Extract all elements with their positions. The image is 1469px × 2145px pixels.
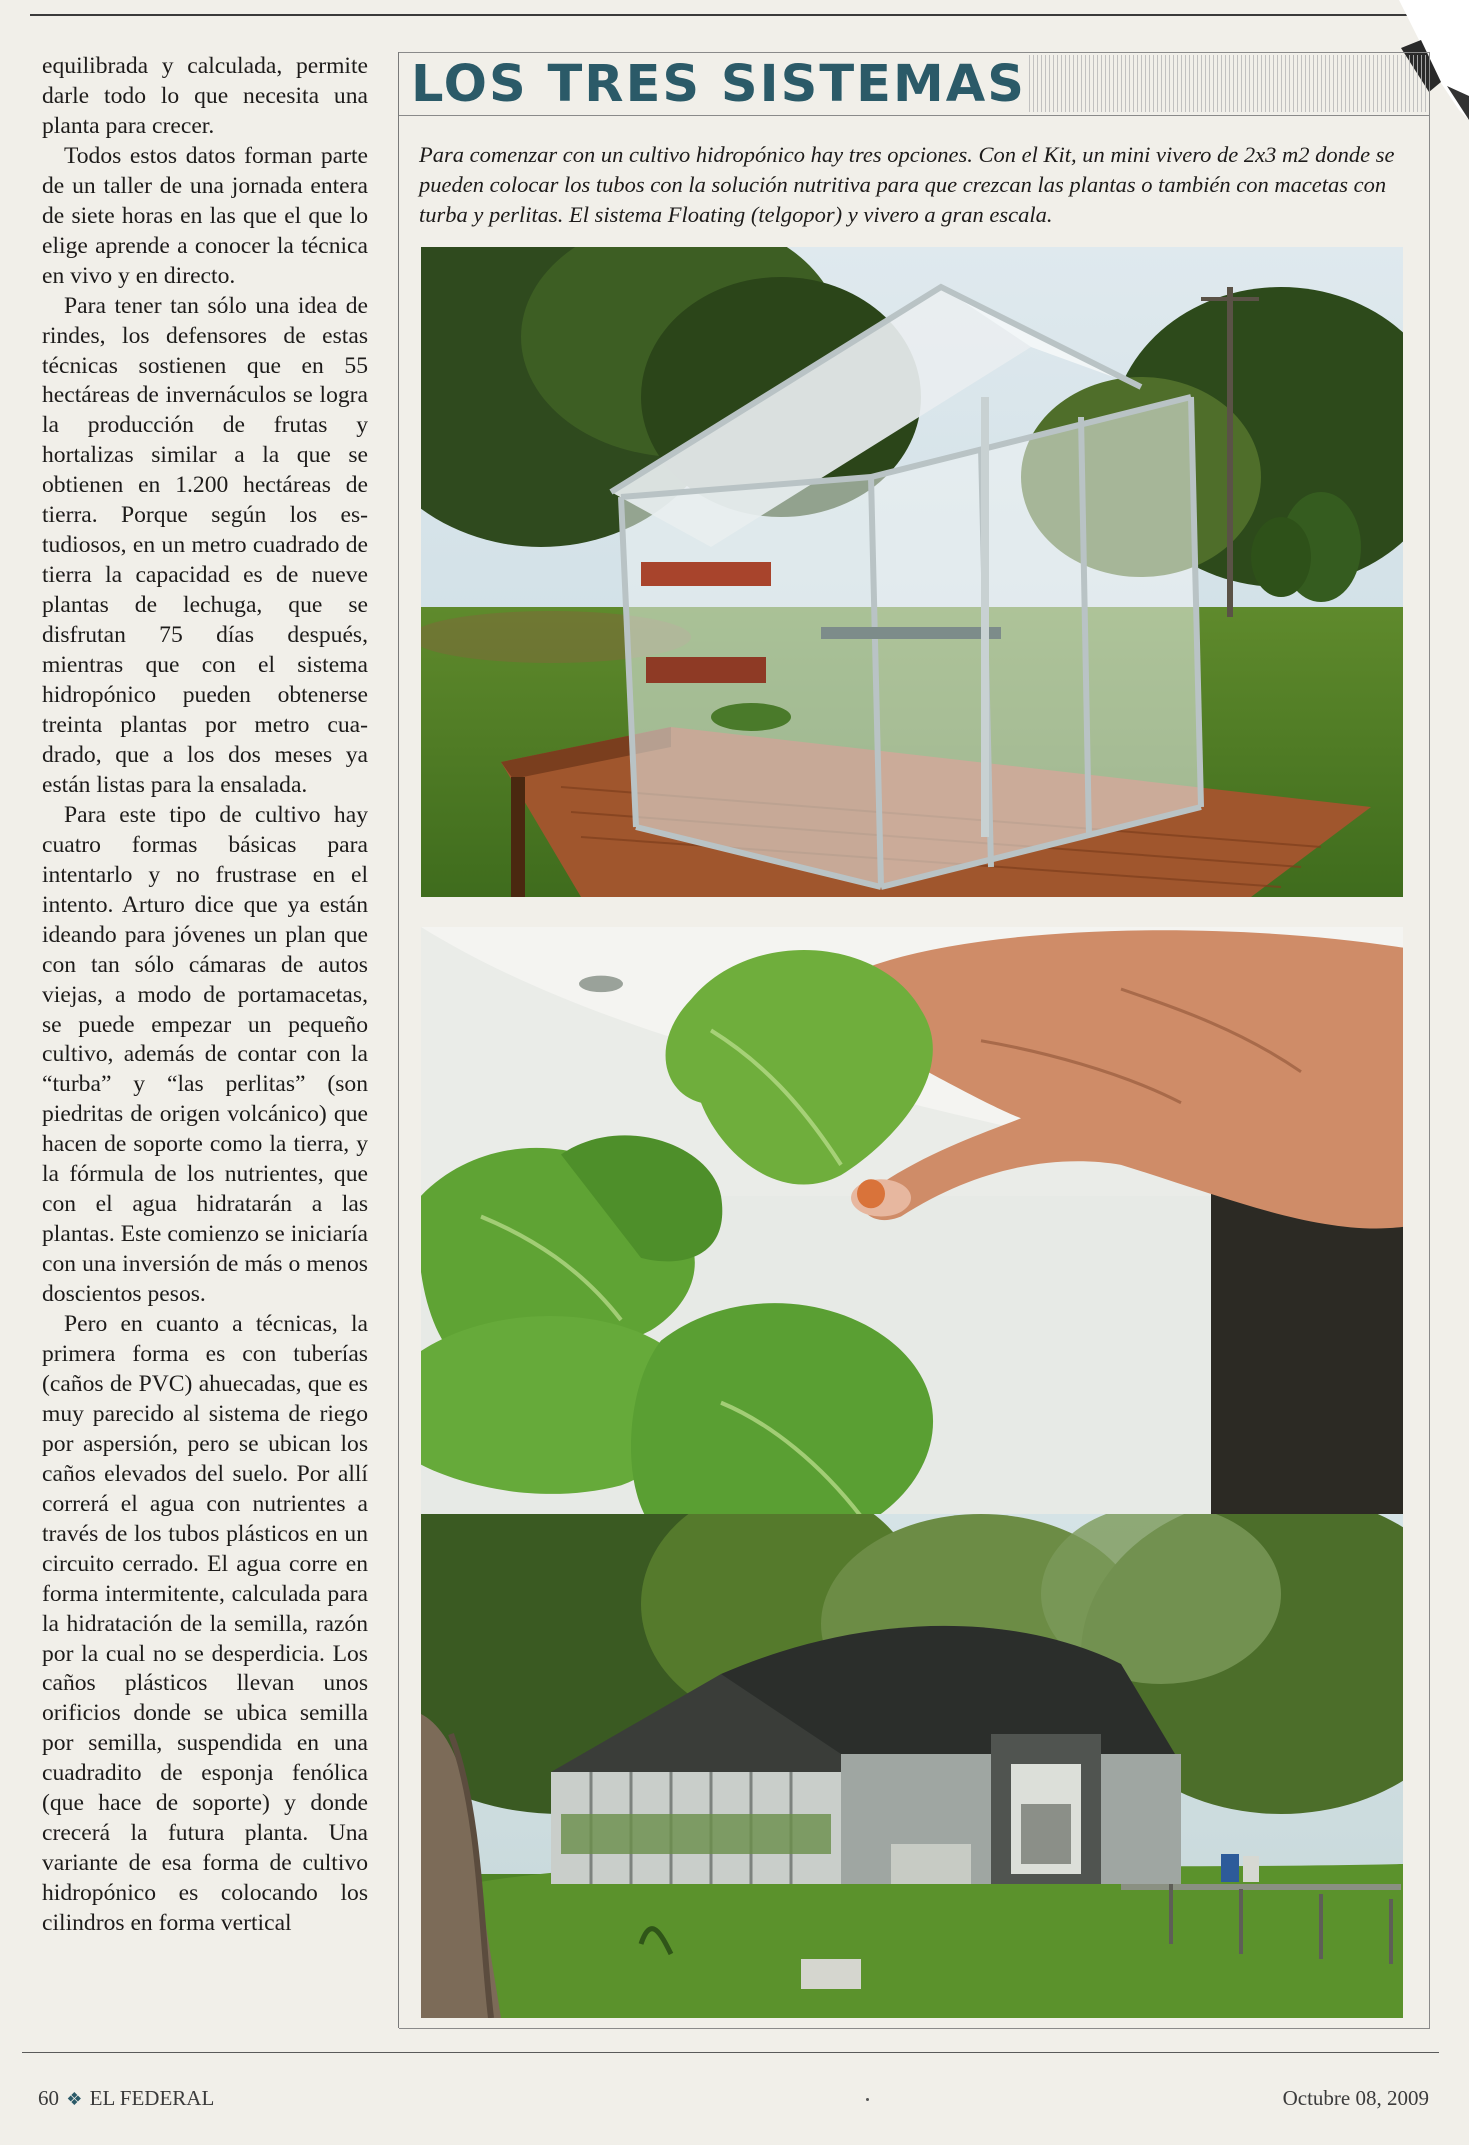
sidebar-box <box>399 52 1430 2029</box>
footer-folio <box>38 2086 214 2111</box>
issue-date: Octubre 08, 2009 <box>1282 2086 1429 2110</box>
article-paragraph: equilibrada y calculada, permite darle todo lo que necesita una planta para crecer. <box>42 53 368 139</box>
article-paragraph: Para este tipo de cultivo hay cuatro formas básicas para intentarlo y no frustrase en el intento. Arturo dice que ya están ideando para jóvenes un plan que con tan sólo cámaras de autos viejas, a modo de portamacetas, se puede empezar un pequeño cultivo, además de contar con la “turba” y “las perlitas” (son piedritas de origen volcánico) que hacen de soporte como la tierra, y la fórmula de los nutrientes, que con el agua hidratarán a las plantas. Este comienzo se iniciaría con una inversión de más o menos doscientos pesos. <box>42 801 368 1308</box>
header-hatch-pattern <box>1029 55 1427 112</box>
footer-rule <box>22 2052 1439 2053</box>
publication-name: EL FEDERAL <box>89 2086 215 2110</box>
article-body-column <box>42 52 368 2027</box>
article-paragraph: Para tener tan sólo una idea de rindes, los defensores de estas técnicas sostienen que en 55 hectáreas de invernáculos se logra la producción de frutas y hortalizas similar a la que se obtienen en 1.200 hectáreas de tierra. Porque según los estudiosos, en un metro cuadrado de tierra la capacidad es de nueve plantas de lechuga, que se disfrutan 75 días después, mientras que con el sistema hidropónico pueden obtenerse treinta plantas por metro cuadrado, que a los dos meses ya están listas para la ensalada. <box>42 292 368 798</box>
article-paragraph: Todos estos datos forman parte de un taller de una jornada entera de siete horas en las que el que lo elige aprende a conocer la técnica en vivo y en directo. <box>42 142 368 289</box>
page-number: 60 <box>38 2086 59 2110</box>
sidebar-title: LOS TRES SISTEMAS <box>411 55 1026 114</box>
photo-floating-lettuce <box>421 927 1403 1535</box>
page-top-rule <box>30 14 1469 16</box>
article-paragraph: Pero en cuanto a técnicas, la primera forma es con tuberías (caños de PVC) ahuecadas, que es muy parecido al sistema de riego por aspersión, pero se ubican los caños elevados del suelo. Por allí correrá el agua con nutrientes a través de los tubos plásticos en un circuito cerrado. El agua corre en forma intermitente, calculada para la hidratación de la semilla, razón por la cual no se desperdicia. Los caños plásticos llevan unos orificios donde se ubica semilla por semilla, suspendida en una cuadradito de esponja fenólica (que hace de soporte) y donde crecerá la futura planta. Una variante de esa forma de cultivo hidropónico es colocando los cilindros en forma vertical <box>42 1311 368 1937</box>
sidebar-caption: Para comenzar con un cultivo hidropónico hay tres opciones. Con el Kit, un mini vivero de 2x3 m2 donde se pueden colocar los tubos con la solución nutritiva para que crezcan las plantas o también con macetas con turba y perlitas. El sistema Floating (telgopor) y vivero a gran escala. <box>419 142 1395 227</box>
footer-dot <box>866 2098 869 2101</box>
ornament-diamond-icon: ❖ <box>66 2089 83 2109</box>
photo-greenhouse-kit <box>421 247 1403 897</box>
photo-large-greenhouse <box>421 1514 1403 2018</box>
sidebar-header <box>399 52 1429 116</box>
